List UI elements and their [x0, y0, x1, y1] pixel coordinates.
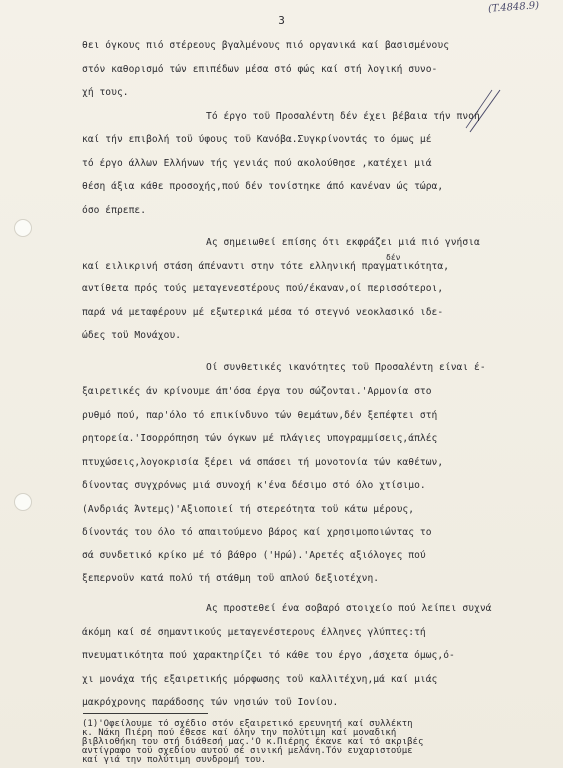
body-line: δίνοντάς του όλο τό απαιτούμενο βάρος καί χρησιμοποιώντας το	[82, 527, 432, 538]
body-line: θέση άξια κάθε προσοχής,πού δέν τονίστηκε άπό κανέναν ώς τώρα,	[82, 181, 444, 192]
footnote-line: βιβλιοθήκη του στή διάθεσή μας.'Ο κ.Πιέρης έκανε καί τό ακριβές	[82, 737, 424, 747]
body-line: ρητορεία.'Ισορρόπηση τών όγκων μέ πλάγιες υπογραμμίσεις,άπλές	[82, 433, 438, 444]
body-line: αντίθετα πρός τούς μεταγενεστέρους πού/έκαναν,οί περισσότεροι,	[82, 283, 444, 294]
body-line: όσο έπρεπε.	[82, 205, 147, 216]
archive-mark: (T.4848.9)	[487, 0, 540, 15]
body-line: Ας σημειωθεί επίσης ότι εκφράζει μιά πιό γνήσια	[206, 237, 480, 248]
body-line: παρά νά μεταφέρουν μέ εξωτερικά μέσα τό στεγνό νεοκλασικό ιδε-	[82, 307, 444, 318]
body-line: πνευματικότητα πού χαρακτηρίζει τό κάθε του έργο ,άσχετα όμως,ό-	[82, 650, 455, 661]
body-line: (Ανδριάς Άντεμς)'Αξιοποιεί τή στερεότητα τοϋ κάτω μέρους,	[82, 504, 415, 515]
body-line: άκόμη καί σέ σημαντικούς μεταγενέστερους έλληνες γλύπτες:τή	[82, 627, 426, 638]
body-line: ξαιρετικές άν κρίνουμε άπ'όσα έργα του σώζονται.'Αρμονία στο	[82, 386, 432, 397]
body-line: Ας προστεθεί ένα σοβαρό στοιχείο πού λείπει συχνά	[206, 603, 492, 614]
body-line: χή τους.	[82, 87, 129, 98]
footnote-line: κ. Νάκη Πιέρη πού έθεσε καί όλην την πολύτιμη καί μοναδική	[82, 728, 397, 738]
punch-hole	[14, 493, 32, 511]
handwritten-insert: δέν	[386, 253, 401, 262]
punch-hole	[14, 219, 32, 237]
body-line: καί ειλικρινή στάση άπέναντι στην τότε ελληνική πραγματικότητα,	[82, 261, 450, 272]
body-line: χι μονάχα τής εξαιρετικής μόρφωσης τοϋ καλλιτέχνη,μά καί μιάς	[82, 674, 438, 685]
body-line: στόν καθορισμό τών επιπέδων μέσα στό φώς καί στή λογική συνο-	[82, 64, 438, 75]
body-line: δίνοντας συγχρόνως μιά συνοχή κ'ένα δέσιμο στό όλο χτίσιμο.	[82, 480, 426, 491]
footnote-divider	[83, 713, 208, 714]
body-line: Τό έργο τοϋ Προσαλέντη δέν έχει βέβαια τήν πνοή	[206, 111, 480, 122]
body-line: σά συνδετικό κρίκο μέ τό βάθρο ('Ηρώ).'Αρετές αξιόλογες πού	[82, 550, 426, 561]
footnote-line: καί γιά την πολύτιμη συνδρομή του.	[82, 755, 267, 765]
body-line: καί τήν επιβολή τοϋ ύφους τοϋ Κανόβα.Συγκρίνοντάς το όμως μέ	[82, 134, 432, 145]
body-line: θει όγκους πιό στέρεους βγαλμένους πιό οργανικά καί βασισμένους	[82, 40, 450, 51]
body-line: τό έργο άλλων Ελλήνων τής γενιάς πού ακολούθησε ,κατέχει μιά	[82, 158, 432, 169]
footnote-line: (1)'Οφείλουμε τό σχέδιο στόν εξαιρετικό ερευνητή καί συλλέκτη	[82, 719, 413, 729]
body-line: πτυχώσεις,λογοκρισία ξέρει νά σπάσει τή μονοτονία τών καθέτων,	[82, 457, 444, 468]
body-line: ξεπερνοϋν κατά πολύ τή στάθμη τοϋ απλού δεξιοτέχνη.	[82, 573, 380, 584]
body-line: ρυθμό πού, παρ'όλο τό επικίνδυνο τών θεμάτων,δέν ξεπέφτει στή	[82, 410, 438, 421]
body-line: Οί συνθετικές ικανότητες τοϋ Προσαλέντη είναι έ-	[206, 362, 486, 373]
page-number: 3	[278, 14, 285, 27]
body-line: μακρόχρονης παράδοσης τών νησιών τοϋ Ιονίου.	[82, 697, 339, 708]
body-line: ώδες τοϋ Μονάχου.	[82, 330, 182, 341]
footnote-line: αντίγραφο τοϋ σχεδίου αυτού σέ σινική μελάνη.Τόν ευχαριστούμε	[82, 746, 413, 756]
